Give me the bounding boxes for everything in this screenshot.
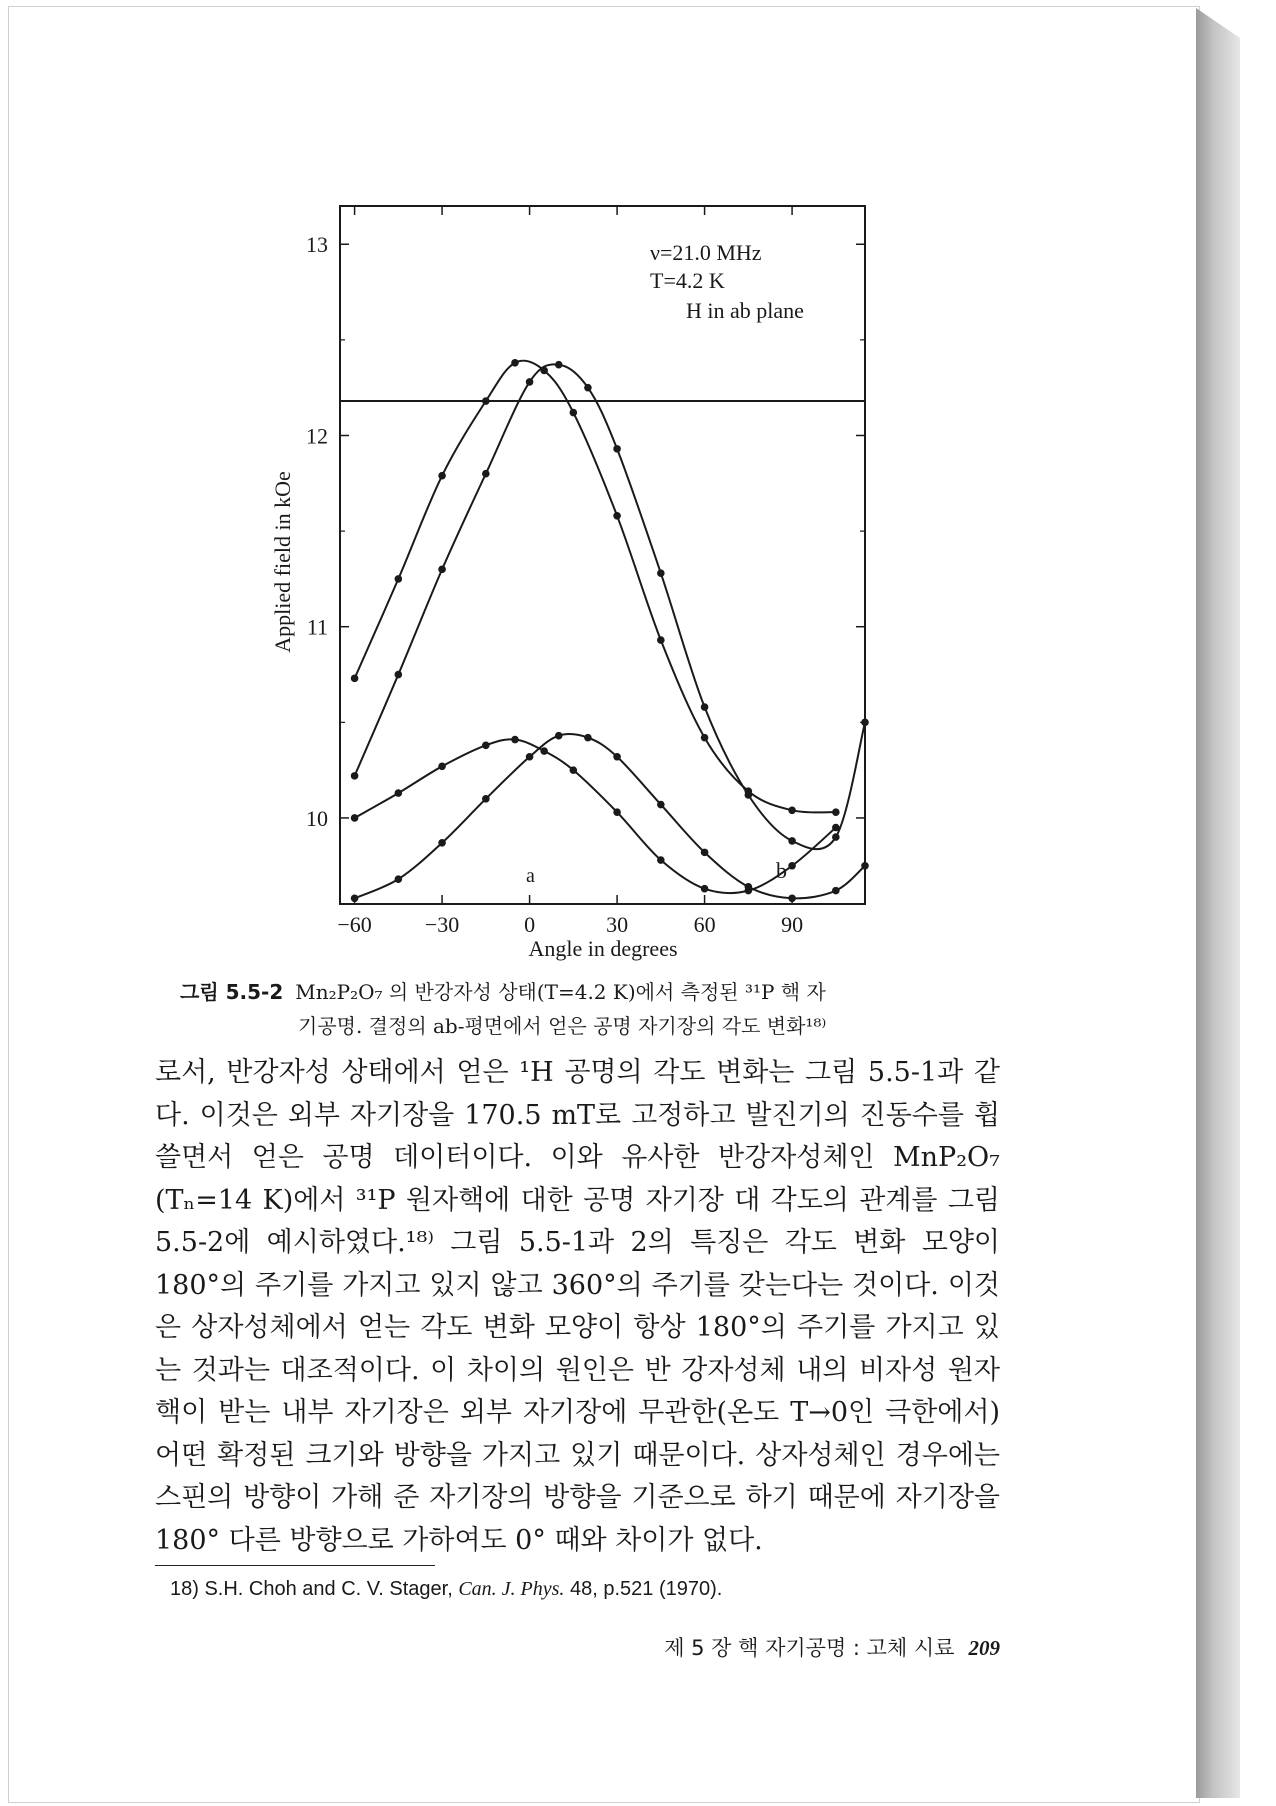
x-tick-label: 0 [524, 912, 536, 937]
data-point [395, 875, 403, 883]
paragraph-text: 로서, 반강자성 상태에서 얻은 ¹H 공명의 각도 변화는 그림 5.5-1과 같다. 이것은 외부 자기장을 170.5 mT로 고정하고 발진기의 진동수를 휩쓸면서 얻은 공명 데이터이다. 이와 유사한 반강자성체인 MnP₂O₇ (Tₙ=14 K)에서 ³¹P 원자핵에 대한 공명 자기장 대 각도의 관계를 그림 5.5-2에 예시하였다.¹⁸⁾ 그림 5.5-1과 2의 특징은 각도 변화 모양이 180°의 주기를 가지고 있지 않고 360°의 주기를 갖는다는 것이다. 이것은 상자성체에서 얻는 각도 변화 모양이 항상 180°의 주기를 가지고 있는 것과는 대조적이다. 이 차이의 원인은 반 강자성체 내의 비자성 원자핵이 받는 내부 자기장은 외부 자기장에 무관한(온도 T→0인 극한에서) 어떤 확정된 크기와 방향을 가지고 있기 때문이다. 상자성체인 경우에는 스핀의 방향이 가해 준 자기장의 방향을 기준으로 하기 때문에 자기장을 180° 다른 방향으로 가하여도 0° 때와 차이가 없다. [155, 1057, 1000, 1556]
data-point [613, 512, 621, 520]
series-curve-1 [355, 361, 836, 813]
data-point [526, 378, 534, 386]
footnote-authors: 18) S.H. Choh and C. V. Stager, [170, 1578, 459, 1600]
data-point [540, 367, 548, 375]
data-point [584, 734, 592, 742]
y-tick-label: 10 [306, 805, 328, 831]
data-point [526, 753, 534, 761]
data-point [861, 862, 869, 870]
annotation-field-plane: H in ab plane [686, 298, 804, 323]
chapter-title: 제 5 장 핵 자기공명 : 고체 시료 [664, 1636, 955, 1660]
data-point [832, 824, 840, 832]
series-curve-4 [355, 734, 865, 898]
data-point [832, 833, 840, 841]
data-point [657, 856, 665, 864]
data-point [351, 894, 359, 902]
data-point [351, 814, 359, 822]
figure-caption [180, 975, 1000, 1043]
y-axis-label: Applied field in kOe [270, 471, 295, 653]
data-point [351, 772, 359, 780]
footnote-reference: 48, p.521 (1970). [564, 1578, 723, 1600]
data-point [613, 753, 621, 761]
footnote-journal: Can. J. Phys. [458, 1578, 565, 1600]
running-footer [560, 1632, 1000, 1662]
data-point [570, 766, 578, 774]
data-point [438, 839, 446, 847]
data-point [832, 887, 840, 895]
footnote-rule [155, 1565, 435, 1566]
data-point [482, 397, 490, 405]
data-point [570, 409, 578, 417]
footnote [170, 1578, 1000, 1601]
figure-number: 그림 5.5-2 [180, 980, 284, 1004]
data-point [701, 703, 709, 711]
data-point [788, 862, 796, 870]
y-tick-label: 12 [306, 423, 328, 449]
data-point [438, 472, 446, 480]
data-point [788, 806, 796, 814]
data-point [555, 732, 563, 740]
data-point [438, 566, 446, 574]
annotation-temperature: T=4.2 K [650, 268, 725, 293]
y-tick-label: 11 [306, 614, 328, 640]
data-point [511, 736, 519, 744]
data-point [511, 359, 519, 367]
data-point [745, 883, 753, 891]
data-point [745, 791, 753, 799]
x-tick-label: 90 [781, 912, 804, 937]
data-point [861, 719, 869, 727]
data-point [613, 445, 621, 453]
data-point [438, 763, 446, 771]
data-point [395, 575, 403, 583]
x-axis-label: Angle in degrees [528, 936, 678, 961]
annotation-frequency: ν=21.0 MHz [650, 240, 762, 265]
caption-line-2: 기공명. 결정의 ab-평면에서 얻은 공명 자기장의 각도 변화¹⁸⁾ [298, 1014, 827, 1038]
data-point [613, 808, 621, 816]
data-point [395, 671, 403, 679]
data-point [555, 361, 563, 369]
data-point [540, 747, 548, 755]
series-curve-2 [355, 364, 865, 849]
x-tick-label: −30 [424, 912, 460, 937]
data-point [788, 837, 796, 845]
data-point [657, 801, 665, 809]
data-point [395, 789, 403, 797]
x-tick-label: 60 [693, 912, 716, 937]
data-point [482, 795, 490, 803]
caption-line-1: Mn₂P₂O₇ 의 반강자성 상태(T=4.2 K)에서 측정된 ³¹P 핵 자 [295, 980, 826, 1004]
data-point [482, 470, 490, 478]
x-tick-label: 30 [606, 912, 629, 937]
x-tick-label: −60 [337, 912, 372, 937]
data-point [832, 808, 840, 816]
data-point [351, 675, 359, 683]
axis-mark-b: b [776, 858, 787, 883]
data-point [657, 636, 665, 644]
data-point [701, 734, 709, 742]
data-point [584, 384, 592, 392]
data-point [657, 569, 665, 577]
y-tick-label: 13 [306, 232, 328, 258]
body-paragraph [155, 1052, 1000, 1562]
axis-mark-a: a [526, 865, 535, 887]
page-number: 209 [968, 1636, 1000, 1660]
data-point [701, 849, 709, 857]
data-point [788, 894, 796, 902]
data-point [701, 885, 709, 893]
data-point [482, 741, 490, 749]
